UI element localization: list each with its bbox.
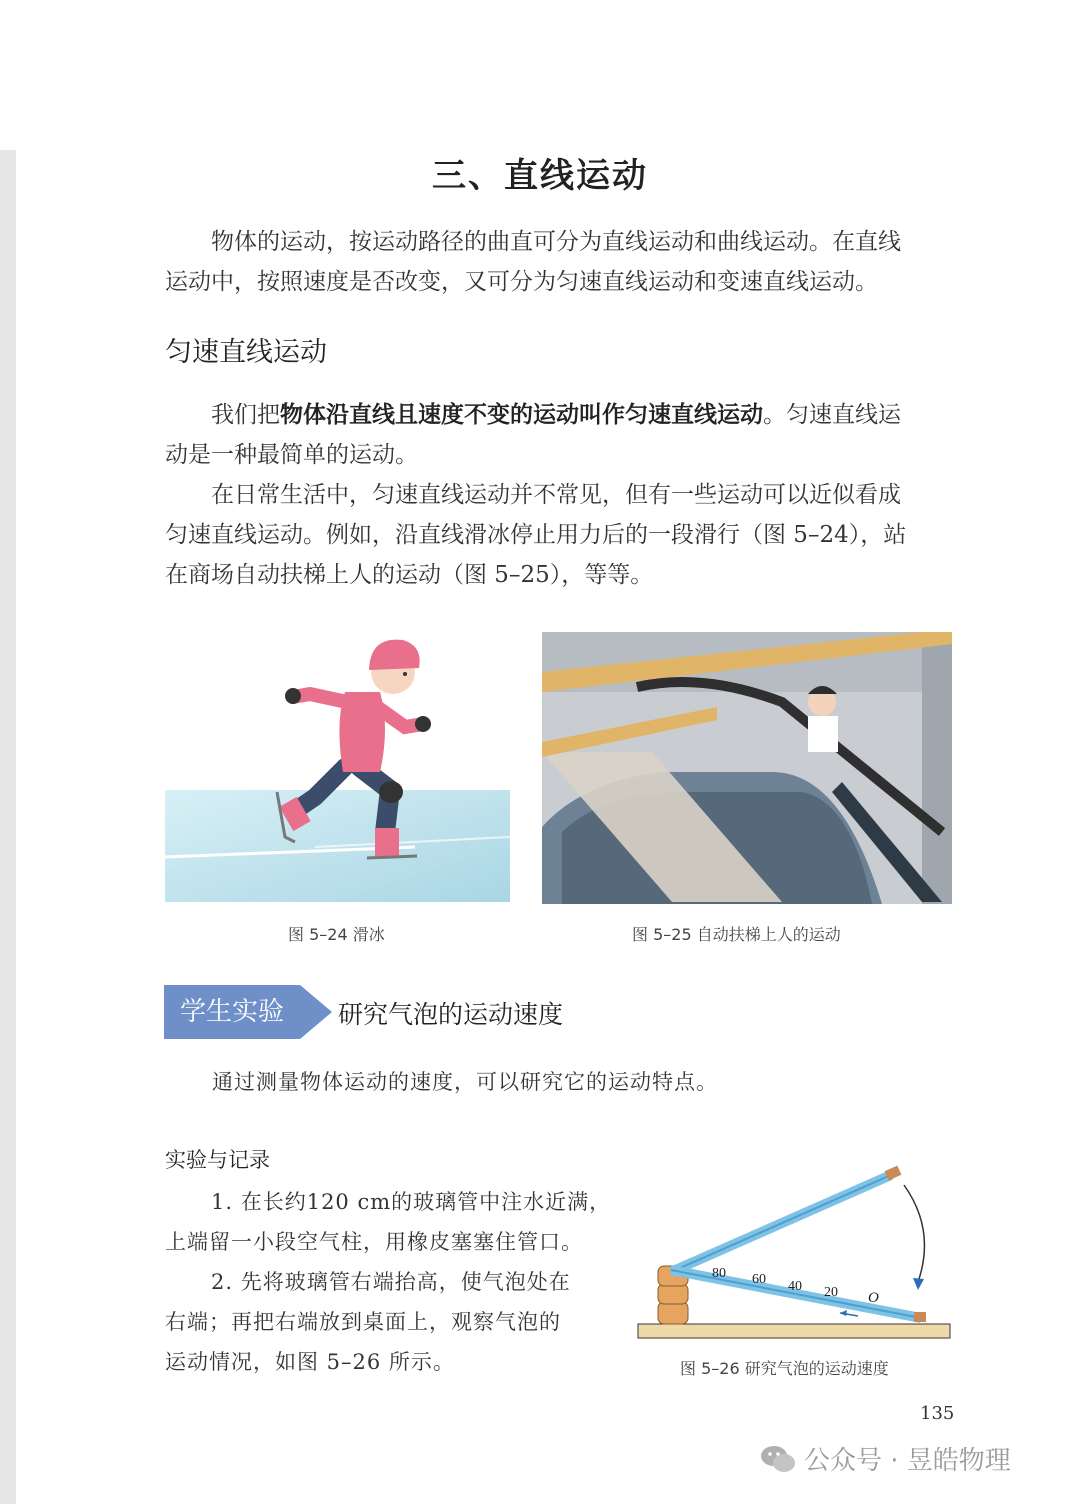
escalator-illustration: [542, 632, 952, 904]
intro-paragraph: [165, 222, 955, 302]
example-line-1: 在日常生活中，匀速直线运动并不常见，但有一些运动可以近似看成: [211, 482, 901, 508]
scale-label-60: 60: [752, 1272, 766, 1287]
intro-line-2: 运动中，按照速度是否改变，又可分为匀速直线运动和变速直线运动。: [165, 269, 878, 295]
step2-line-2: 右端；再把右端放到桌面上，观察气泡的: [165, 1310, 561, 1334]
watermark-text: 公众号 · 昱皓物理: [804, 1446, 1011, 1476]
watermark: [760, 1440, 1011, 1477]
record-heading: 实验与记录: [165, 1148, 270, 1172]
figure-5-26-caption: 图 5–26 研究气泡的运动速度: [680, 1359, 889, 1378]
intro-line-1: 物体的运动，按运动路径的曲直可分为直线运动和曲线运动。在直线: [211, 229, 901, 255]
page-spine-shadow: [0, 150, 16, 1504]
lab-tag-arrow: [300, 985, 332, 1039]
definition-bold: 物体沿直线且速度不变的运动叫作匀速直线运动: [280, 402, 763, 428]
lab-steps: [165, 1182, 625, 1382]
example-line-3: 在商场自动扶梯上人的运动（图 5–25），等等。: [165, 562, 654, 588]
step2-line-1: 2. 先将玻璃管右端抬高，使气泡处在: [211, 1270, 571, 1294]
figure-skating: [165, 632, 510, 902]
figure-bubble-tube: [636, 1160, 956, 1345]
bubble-tube-illustration: [636, 1160, 956, 1345]
page-title: 三、直线运动: [432, 156, 648, 196]
page-number: 135: [920, 1403, 955, 1424]
definition-line-1: 我们把物体沿直线且速度不变的运动叫作匀速直线运动。匀速直线运: [211, 402, 901, 428]
step2-line-3: 运动情况，如图 5–26 所示。: [165, 1350, 455, 1374]
definition-line-2: 动是一种最简单的运动。: [165, 442, 418, 468]
skater-illustration: [165, 632, 510, 902]
wechat-icon: [760, 1444, 796, 1474]
lab-tag: 学生实验: [164, 985, 300, 1039]
example-line-2: 匀速直线运动。例如，沿直线滑冰停止用力后的一段滑行（图 5–24），站: [165, 522, 907, 548]
figure-5-24-caption: 图 5–24 滑冰: [288, 925, 385, 944]
scale-label-origin: O: [868, 1290, 879, 1306]
definition-paragraph: [165, 395, 955, 595]
figure-escalator: [542, 632, 952, 904]
lab-intro: 通过测量物体运动的速度，可以研究它的运动特点。: [212, 1070, 718, 1094]
step1-line-1: 1. 在长约120 cm的玻璃管中注水近满，: [211, 1190, 612, 1214]
section-heading: 匀速直线运动: [165, 337, 327, 368]
step1-line-2: 上端留一小段空气柱，用橡皮塞塞住管口。: [165, 1230, 583, 1254]
scale-label-80: 80: [712, 1266, 726, 1281]
scale-label-20: 20: [824, 1285, 838, 1300]
figure-5-25-caption: 图 5–25 自动扶梯上人的运动: [632, 925, 841, 944]
page-top-margin: [0, 0, 1080, 150]
scale-label-40: 40: [788, 1279, 802, 1294]
lab-title: 研究气泡的运动速度: [338, 1000, 564, 1029]
